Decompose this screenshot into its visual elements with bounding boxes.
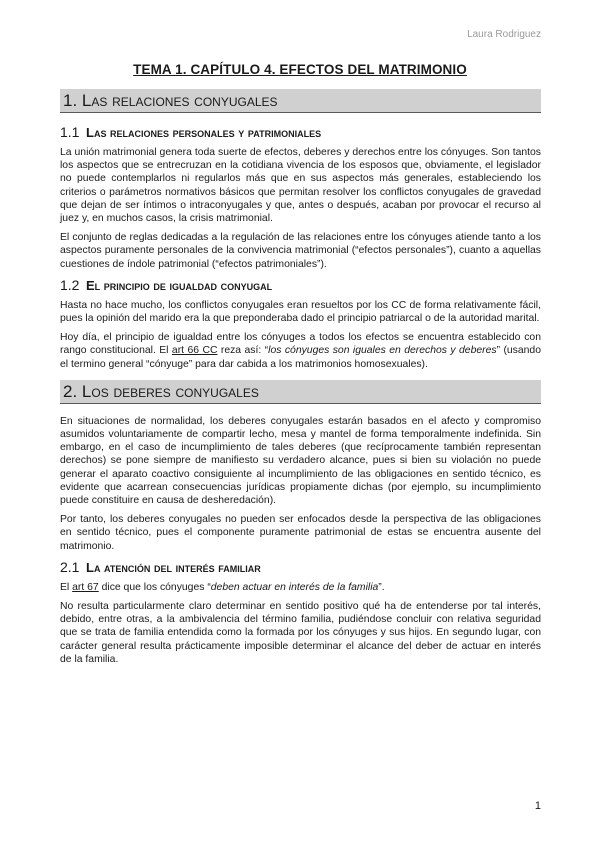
quoted-text: deben actuar en interés de la familia	[210, 581, 379, 593]
text-run: ” (usando el termino general “cónyuge” para dar cabida a los matrimonios homosexuales).	[60, 345, 541, 370]
document-body	[60, 89, 541, 672]
section-1-heading	[60, 89, 541, 113]
quoted-text: los cónyuges son iguales en derechos y deberes	[268, 345, 497, 357]
text-run: reza así: “	[217, 345, 269, 357]
paragraph: La unión matrimonial genera toda suerte de efectos, deberes y derechos entre los cónyuges. Son tantos los aspectos que se entrecruzan en la cotidiana vivencia de los esposos que, obviamente, el legislador no puede contemplarlos ni regularlos más que en sus aspectos más generales, estableciendo los criterios o parámetros normativos básicos que permitan resolver los conflictos conyugales de gravedad que dejan de ser íntimos o intraconyugales y que, antes o después, acaban por provocar el recurso al juez y, en muchos casos, la crisis matrimonial.	[60, 147, 541, 225]
header-author: Laura Rodriguez	[467, 29, 541, 40]
subsection-2-1-heading	[60, 559, 541, 575]
subsection-title: El principio de igualdad conyugal	[86, 277, 273, 293]
subsection-1-1-heading	[60, 124, 541, 140]
paragraph	[60, 331, 541, 371]
subsection-number: 1.1	[60, 124, 80, 140]
subsection-number: 1.2	[60, 276, 80, 293]
section-2-heading	[60, 380, 541, 404]
subsection-1-2-heading	[60, 277, 541, 293]
section-title: Los deberes conyugales	[81, 381, 259, 401]
paragraph: En situaciones de normalidad, los deberes conyugales estarán basados en el afecto y compromiso asumidos voluntariamente de compartir lecho, mesa y mantel de forma temporalmente indefinida. Sin embargo, en el caso de incumplimiento de tales deberes (que recíprocamente también representan derechos) se pone siempre de manifiesto su verdadero alcance, pues si bien su violación no puede generar el aparato coactivo consiguiente al incumplimiento de las obligaciones en sentido técnico, es evidente que acarrean consecuencias jurídicas propiamente dichas (por ejemplo, su incumplimiento puede constituire en causa de desheredación).	[60, 415, 541, 507]
document-title: TEMA 1. CAPÍTULO 4. EFECTOS DEL MATRIMONIO	[133, 62, 467, 77]
subsection-title: Las relaciones personales y patrimoniales	[86, 125, 322, 140]
section-title: Las relaciones conyugales	[81, 91, 278, 110]
paragraph	[60, 581, 541, 594]
paragraph: No resulta particularmente claro determinar en sentido positivo qué ha de entenderse por tal interés, debido, entre otras, a la ambivalencia del término familia, pudiéndose concluir con relativa seguridad que se trata de familia entendida como la formada por los cónyuges y sus hijos. En segundo lugar, con carácter general resulta prácticamente imposible determinar el alcance del deber de actuar en interés de la familia.	[60, 601, 541, 665]
paragraph: Hasta no hace mucho, los conflictos conyugales eran resueltos por los CC de forma relativamente fácil, pues la opinión del marido era la que preponderaba dado el principio patriarcal o de la autoridad marital.	[60, 299, 541, 325]
article-reference-link[interactable]: art 66 CC	[171, 345, 218, 357]
subsection-number: 2.1	[60, 558, 80, 575]
section-number: 1.	[63, 91, 78, 110]
section-number: 2.	[63, 381, 78, 401]
text-run: Hoy día, el principio de igualdad entre los cónyuges a todos los efectos se encuentra establecido con rango constitucional. El	[60, 332, 541, 357]
paragraph: El conjunto de reglas dedicadas a la regulación de las relaciones entre los cónyuges atiende tanto a los aspectos puramente personales de la convivencia matrimonial (“efectos personales”), cuanto a aquellas cuestiones de índole patrimonial (“efectos patrimoniales”).	[60, 232, 541, 270]
text-run: El	[60, 581, 73, 593]
subsection-title: La atención del interés familiar	[86, 559, 261, 575]
article-reference-link[interactable]: art 67	[72, 581, 99, 593]
text-run: dice que los cónyuges “	[98, 581, 211, 593]
page-number: 1	[534, 800, 541, 812]
text-run: ”.	[378, 581, 385, 593]
paragraph: Por tanto, los deberes conyugales no pueden ser enfocados desde la perspectiva de las obligaciones en sentido técnico, pues el componente puramente patrimonial de estas se encuentra ausente del matrimonio.	[60, 514, 541, 552]
